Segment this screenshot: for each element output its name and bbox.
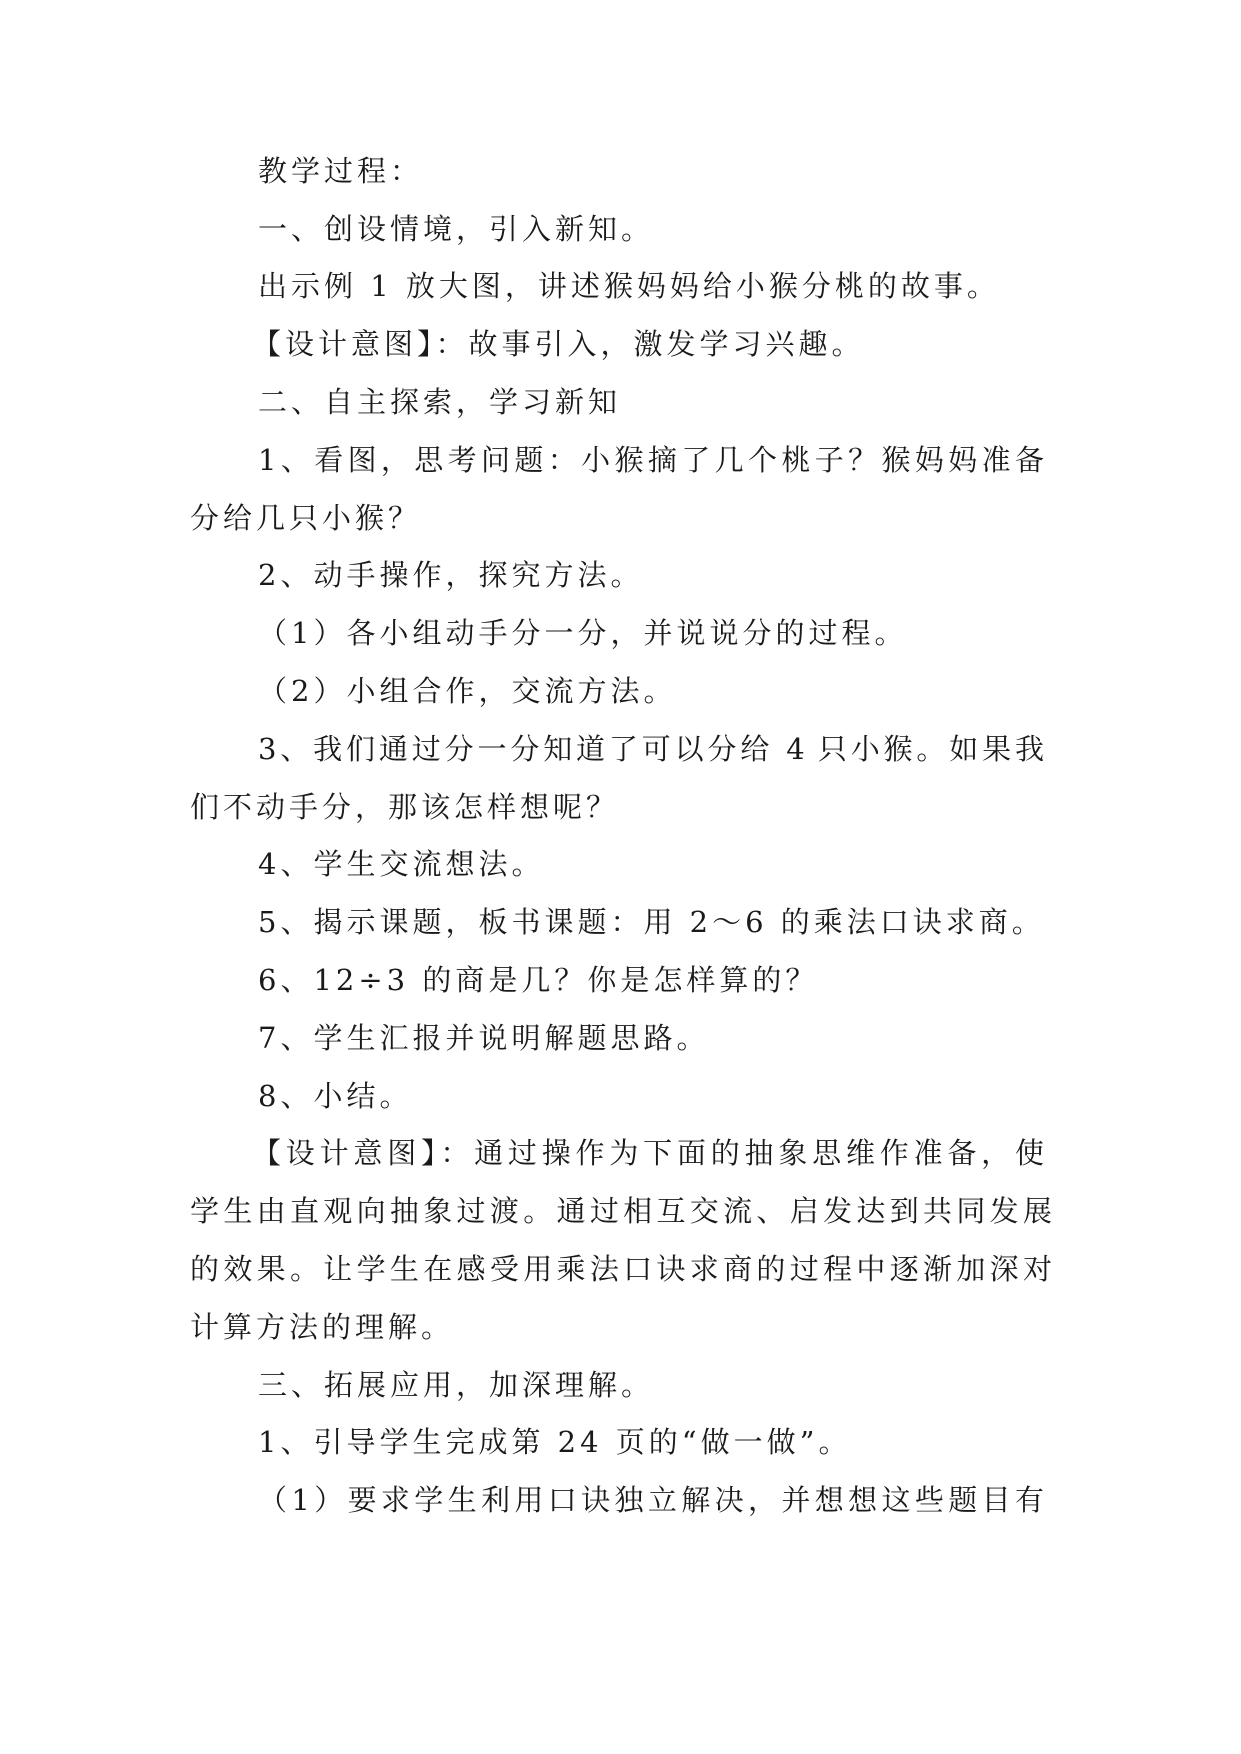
paragraph-line: 3、我们通过分一分知道了可以分给 4 只小猴。如果我	[258, 732, 1044, 766]
paragraph-line: 们不动手分，那该怎样想呢？	[190, 790, 620, 824]
paragraph-line: （1）要求学生利用口诀独立解决，并想想这些题目有	[258, 1483, 1044, 1517]
paragraph-line: 的效果。让学生在感受用乘法口诀求商的过程中逐渐加深对	[190, 1252, 1052, 1286]
paragraph-line: 学生由直观向抽象过渡。通过相互交流、启发达到共同发展	[190, 1194, 1052, 1228]
paragraph-line: （2）小组合作，交流方法。	[258, 674, 677, 708]
paragraph-line: 出示例 1 放大图，讲述猴妈妈给小猴分桃的故事。	[258, 269, 1000, 303]
paragraph-line: （1）各小组动手分一分，并说说分的过程。	[258, 616, 908, 650]
paragraph-line: 2、动手操作，探究方法。	[258, 558, 644, 592]
section-heading-1: 一、创设情境，引入新知。	[258, 212, 655, 246]
section-heading-process: 教学过程：	[258, 154, 424, 188]
paragraph-line: 8、小结。	[258, 1079, 413, 1113]
section-heading-2: 二、自主探索，学习新知	[258, 385, 622, 419]
paragraph-line: 4、学生交流想法。	[258, 847, 545, 881]
paragraph-line: 5、揭示课题，板书课题：用 2～6 的乘法口诀求商。	[258, 905, 1045, 939]
paragraph-line: 计算方法的理解。	[190, 1310, 455, 1344]
paragraph-line: 1、引导学生完成第 24 页的“做一做”。	[258, 1425, 852, 1459]
paragraph-line: 分给几只小猴？	[190, 501, 422, 535]
design-intent-line: 【设计意图】：故事引入，激发学习兴趣。	[252, 327, 865, 361]
paragraph-line: 6、12÷3 的商是几？你是怎样算的？	[258, 963, 819, 997]
paragraph-line: 1、看图，思考问题：小猴摘了几个桃子？猴妈妈准备	[258, 443, 1044, 477]
design-intent-line: 【设计意图】：通过操作为下面的抽象思维作准备，使	[252, 1136, 1044, 1170]
section-heading-3: 三、拓展应用，加深理解。	[258, 1368, 655, 1402]
paragraph-line: 7、学生汇报并说明解题思路。	[258, 1021, 710, 1055]
